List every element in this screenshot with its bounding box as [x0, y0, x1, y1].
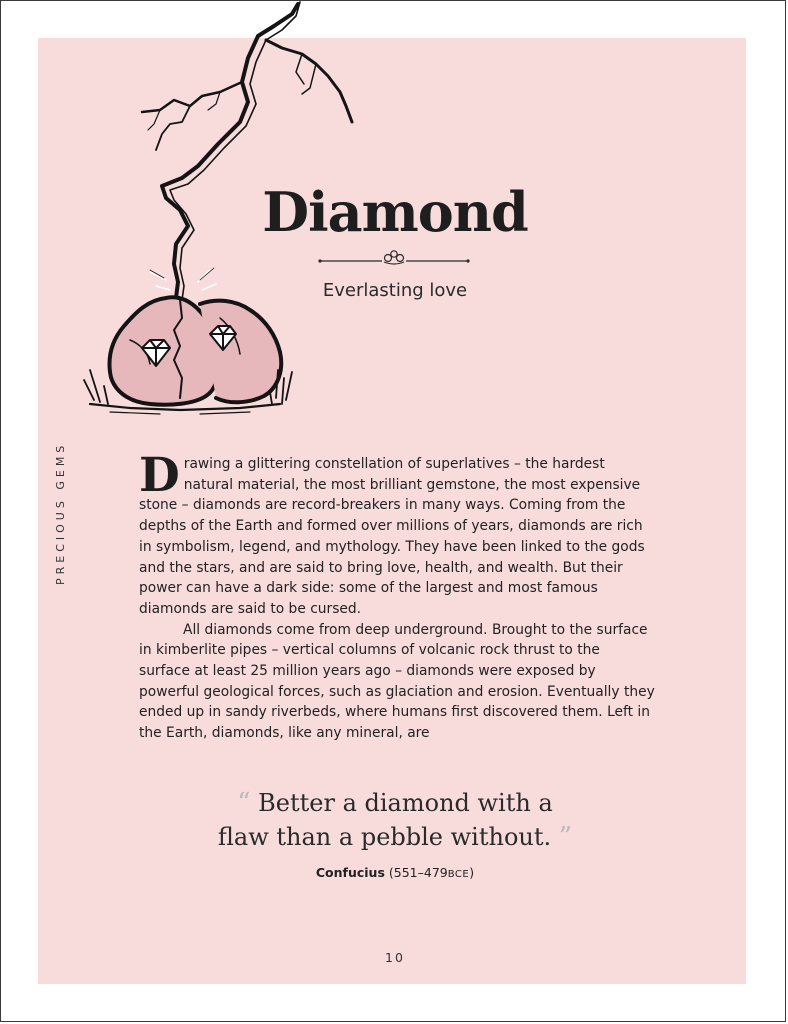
body-paragraph-1 [139, 448, 655, 620]
section-label: PRECIOUS GEMS [54, 441, 67, 585]
quote-line-2 [180, 820, 610, 854]
quote-era: BCE [447, 869, 470, 880]
open-quote-mark-icon: “ [237, 788, 251, 818]
subtitle: Everlasting love [322, 280, 468, 301]
page-title: Diamond [262, 180, 528, 244]
quote-line-1 [180, 786, 610, 820]
body-paragraph-2: All diamonds come from deep underground. Brought to the surface in kimberlite pipes – vertical columns of volcanic rock thrust to the surface at least 25 million years ago – diamonds were exposed by powerful geological forces, such as glaciation and erosion. Eventually they ended up in sandy riverbeds, where humans first discovered them. Left in the Earth, diamonds, like any mineral, are [139, 621, 655, 742]
quote-dates-close: ) [469, 865, 475, 880]
quote-dates: (551–479 [388, 865, 448, 880]
paragraph-1-text: rawing a glittering constellation of superlatives – the hardest natural material, the most brilliant gemstone, the most expensive stone – diamonds are record-breakers in many ways. Coming from the depths of the Earth and formed over millions of years, diamonds are rich in symbolism, legend, and mythology. They have been linked to the gods and the stars, and are said to bring love, health, and wealth. But their power can have a dark side: some of the largest and most famous diamonds are said to be cursed. [139, 456, 645, 617]
close-quote-mark-icon: ” [558, 822, 573, 852]
article-body [139, 448, 655, 744]
page-number: 10 [385, 950, 405, 965]
quote-line-2-text: flaw than a pebble without. [217, 823, 552, 851]
quote-author: Confucius [315, 865, 385, 880]
divider-ornament-icon [318, 248, 470, 268]
quote-line-1-text: Better a diamond with a [258, 789, 553, 817]
quote-attribution [240, 865, 550, 880]
drop-cap: D [139, 448, 180, 503]
pull-quote [180, 786, 610, 854]
